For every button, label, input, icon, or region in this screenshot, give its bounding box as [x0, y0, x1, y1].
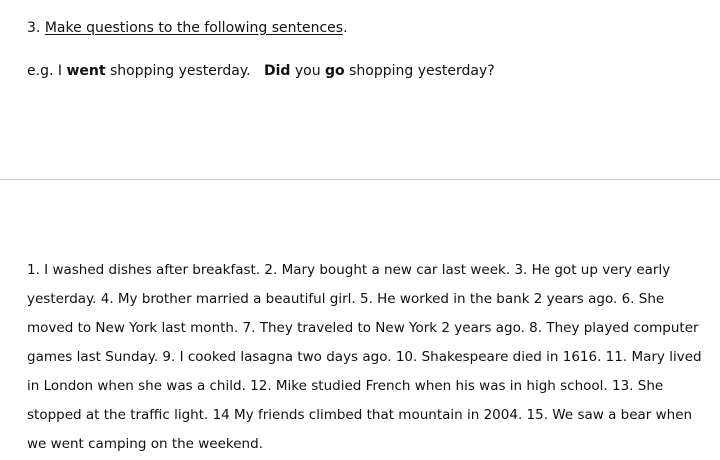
sentences-line: we went camping on the weekend. — [27, 436, 263, 452]
section-divider — [0, 179, 720, 180]
example-mid-1: shopping yesterday. — [105, 63, 264, 79]
exercise-heading — [27, 18, 348, 38]
example-sentence — [27, 61, 495, 81]
example-bold-go: go — [325, 63, 345, 79]
sentences-line: 1. I washed dishes after breakfast. 2. Mary bought a new car last week. 3. He got up very early — [27, 262, 671, 278]
example-suffix: shopping yesterday? — [344, 63, 495, 79]
sentences-line: games last Sunday. 9. I cooked lasagna two days ago. 10. Shakespeare died in 1616. 11. Mary lived — [27, 349, 702, 365]
exercise-number: 3. — [27, 20, 45, 36]
example-mid-2: you — [290, 63, 326, 79]
example-bold-went: went — [66, 63, 106, 79]
example-prefix: e.g. I — [27, 63, 67, 79]
sentences-paragraph — [27, 256, 707, 459]
sentences-line: in London when she was a child. 12. Mike studied French when his was in high school. 13. She — [27, 378, 664, 394]
sentences-line: yesterday. 4. My brother married a beautiful girl. 5. He worked in the bank 2 years ago. 6. She — [27, 291, 665, 307]
exercise-heading-period: . — [343, 20, 348, 36]
sentences-line: moved to New York last month. 7. They traveled to New York 2 years ago. 8. They played computer — [27, 320, 699, 336]
sentences-line: stopped at the traffic light. 14 My friends climbed that mountain in 2004. 15. We saw a bear when — [27, 407, 693, 423]
example-bold-did: Did — [263, 63, 291, 79]
exercise-instruction: Make questions to the following sentences — [44, 20, 344, 36]
